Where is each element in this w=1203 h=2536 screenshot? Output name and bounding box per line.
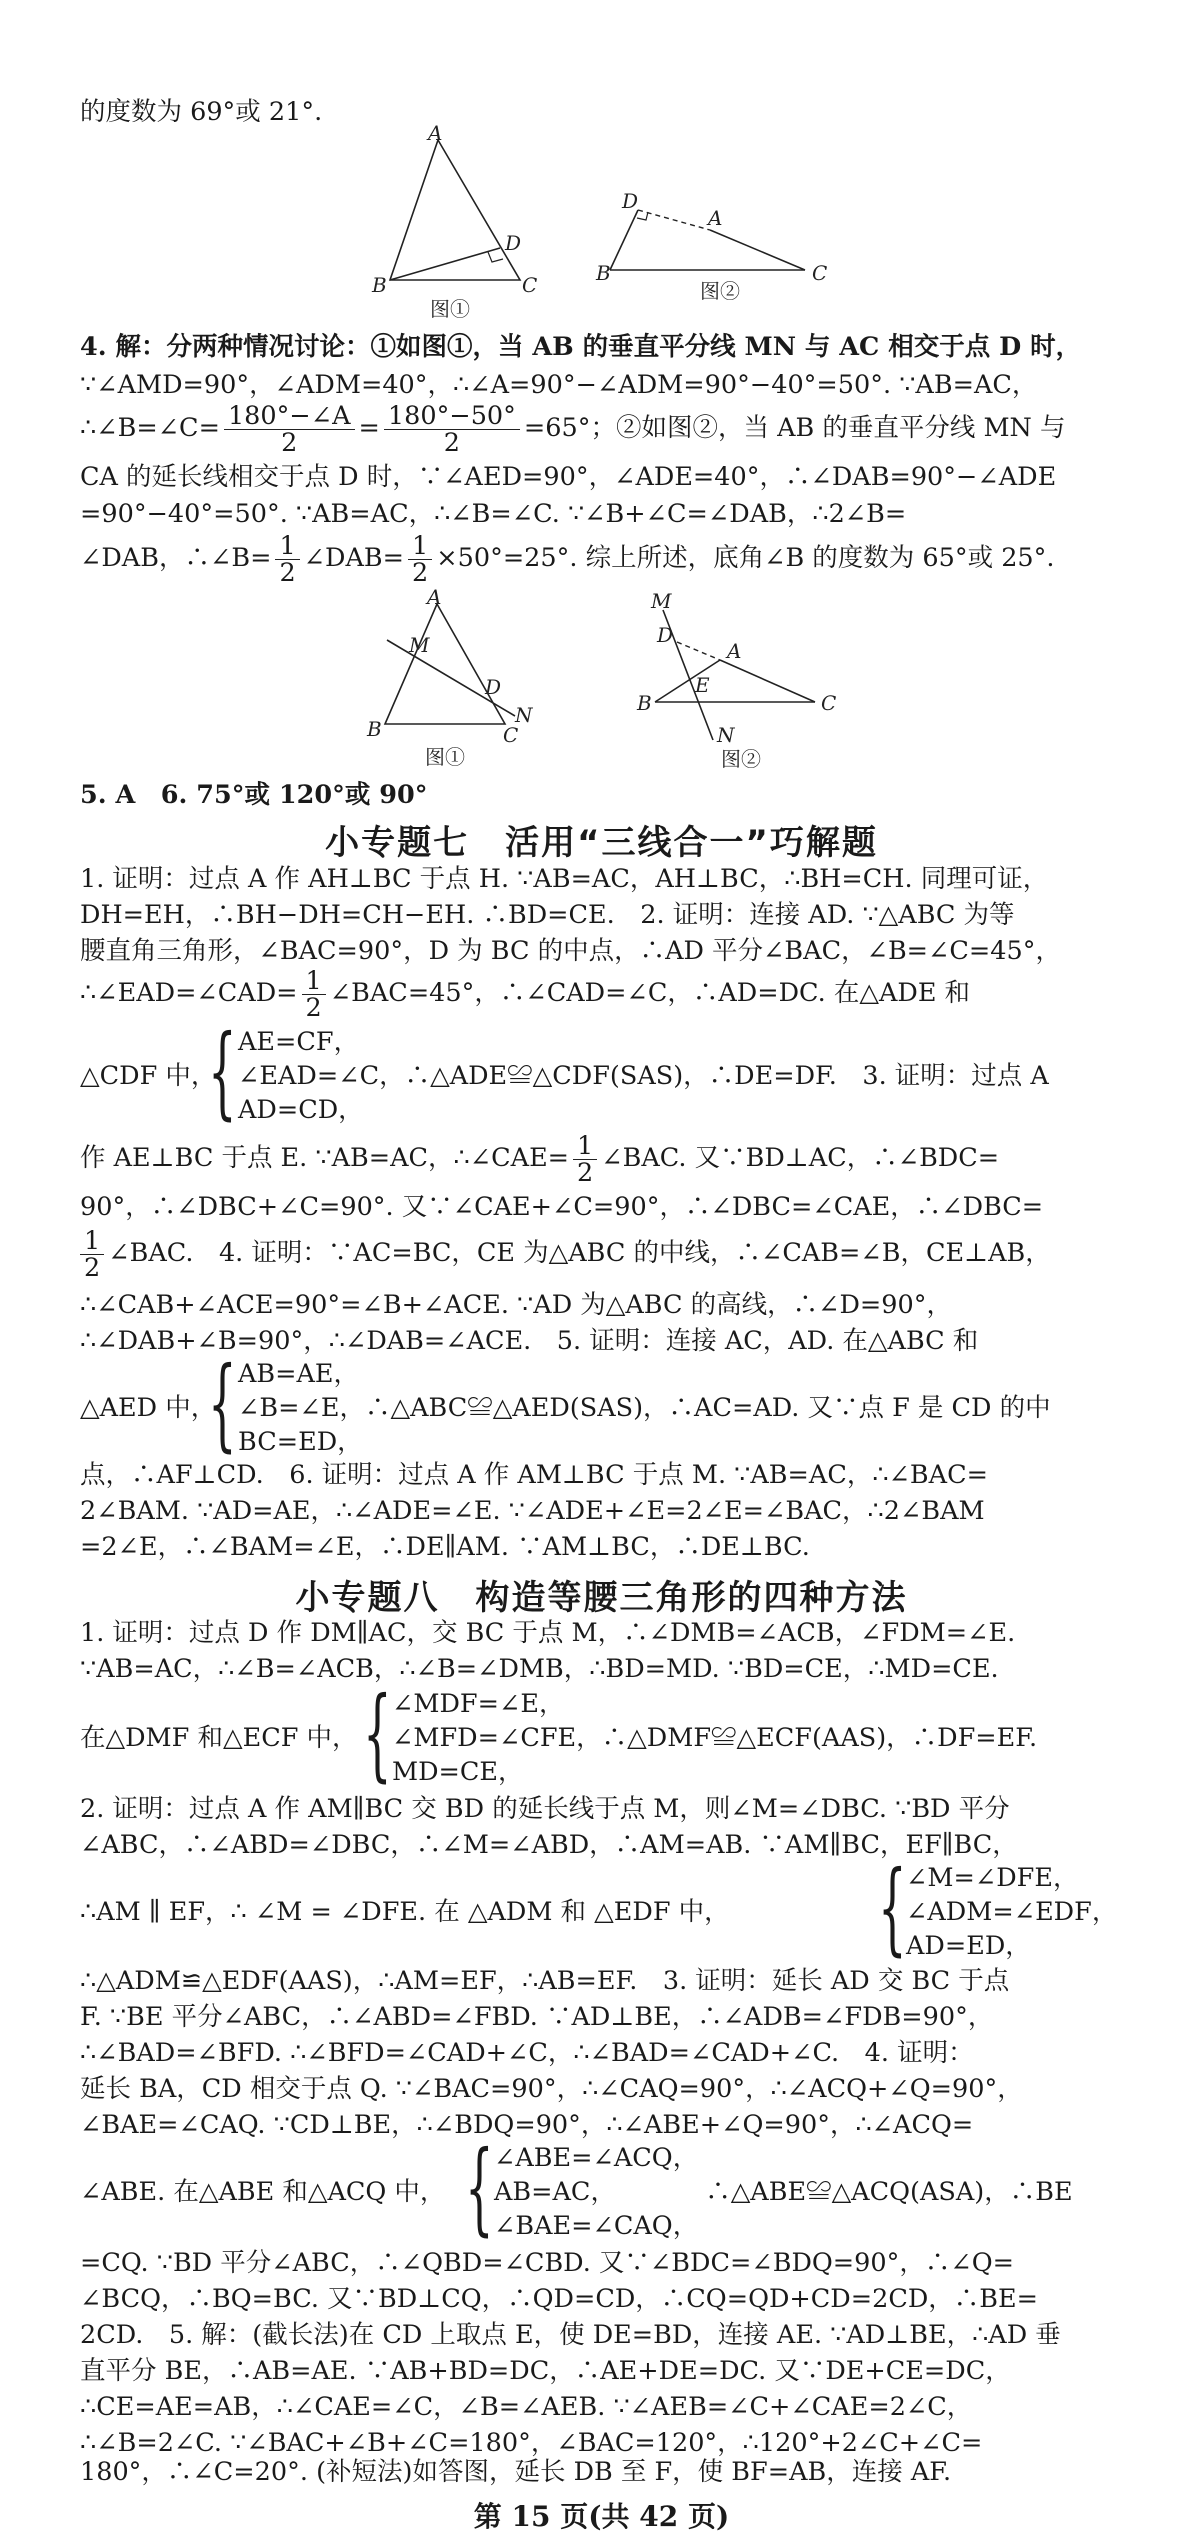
text-line: 作 AE⊥BC 于点 E. ∵AB=AC，∴∠CAE= $\frac{1}{2}$ ∠BAC. 又∵BD⊥AC，∴∠BDC= — [80, 1130, 1000, 1188]
label-b: B — [367, 717, 382, 741]
brace-row: AB=AC， ∴△ABE≌△ACQ(ASA)，∴BE — [494, 2177, 1073, 2207]
text-line: 延长 BA，CD 相交于点 Q. ∵∠BAC=90°，∴∠CAQ=90°，∴∠ACQ+∠Q=90°， — [80, 2074, 1023, 2104]
fraction: $\frac{1}{2}$ — [408, 533, 432, 586]
fraction: $\frac{180^\circ-\angle A}{2}$ — [224, 403, 355, 456]
label-d: D — [622, 189, 639, 213]
figure-caption: 图② — [700, 279, 740, 303]
figure-triangle-3 — [365, 585, 565, 777]
text-line: CA 的延长线相交于点 D 时，∵∠AED=90°，∠ADE=40°，∴∠DAB=90°−∠ADE — [80, 462, 1057, 492]
text-line: 点，∴AF⊥CD. 6. 证明：过点 A 作 AM⊥BC 于点 M. ∵AB=AC，∴∠BAC= — [80, 1460, 988, 1490]
text-line: 直平分 BE，∴AB=AE. ∵AB+BD=DC，∴AE+DE=DC. 又∵DE+CE=DC， — [80, 2356, 1011, 2386]
text-line: 90°，∴∠DBC+∠C=90°. 又∵∠CAE+∠C=90°，∴∠DBC=∠CAE，∴∠DBC= — [80, 1192, 1044, 1222]
text-line: 180°，∴∠C=20°. (补短法)如答图，延长 DB 至 F，使 BF=AB，连接 AF. — [80, 2457, 952, 2487]
label-d: D — [505, 231, 522, 255]
text-line: ∴∠B=2∠C. ∵∠BAC+∠B+∠C=180°，∠BAC=120°，∴120°+2∠C+∠C= — [80, 2428, 983, 2458]
text-line: 1. 证明：过点 A 作 AH⊥BC 于点 H. ∵AB=AC，AH⊥BC，∴BH=CH. 同理可证， — [80, 864, 1049, 894]
label-m: M — [409, 633, 430, 657]
text-line: 腰直角三角形，∠BAC=90°，D 为 BC 的中点，∴AD 平分∠BAC，∠B=∠C=45°， — [80, 936, 1061, 966]
brace-row: ∠ABE=∠ACQ， — [494, 2143, 699, 2173]
text-line: F. ∵BE 平分∠ABC，∴∠ABD=∠FBD. ∵AD⊥BE，∴∠ADB=∠FDB=90°， — [80, 2002, 994, 2032]
text-line: ∴∠BAD=∠BFD. ∴∠BFD=∠CAD+∠C，∴∠BAD=∠CAD+∠C. 4. 证明： — [80, 2038, 974, 2068]
label-a: A — [727, 639, 742, 663]
brace-row: AD=ED， — [906, 1931, 1031, 1961]
label-n: N — [515, 703, 533, 727]
brace-prefix: △AED 中， — [80, 1393, 217, 1423]
right-angle-mark — [637, 212, 648, 220]
text-line: =2∠E，∴∠BAM=∠E，∴DE∥AM. ∵AM⊥BC，∴DE⊥BC. — [80, 1532, 810, 1562]
label-c: C — [503, 723, 519, 747]
text-line: ∠ABC，∴∠ABD=∠DBC，∴∠M=∠ABD，∴AM=AB. ∵AM∥BC，EF∥BC， — [80, 1830, 1018, 1860]
text-line: $\frac{1}{2}$ ∠BAC. 4. 证明：∵AC=BC，CE 为△ABC 的中线，∴∠CAB=∠B，CE⊥AB， — [80, 1225, 1140, 1281]
brace-row: ∠B=∠E，∴△ABC≌△AED(SAS)，∴AC=AD. 又∵点 F 是 CD 的中 — [238, 1393, 1051, 1423]
label-m: M — [651, 589, 672, 613]
text-line: =90°−40°=50°. ∵AB=AC，∴∠B=∠C. ∵∠B+∠C=∠DAB，∴2∠B= — [80, 499, 907, 529]
label-d: D — [657, 623, 674, 647]
brace-prefix: ∠ABE. 在△ABE 和△ACQ 中， — [80, 2177, 446, 2207]
label-a: A — [428, 121, 443, 145]
brace-row: BC=ED， — [238, 1427, 363, 1457]
text-line: 的度数为 69°或 21°. — [80, 97, 323, 127]
text-line: 2CD. 5. 解：(截长法)在 CD 上取点 E，使 DE=BD，连接 AE. ∵AD⊥BE，∴AD 垂 — [80, 2320, 1061, 2350]
brace-row: AD=CD， — [238, 1095, 364, 1125]
brace-symbol: { — [878, 1849, 907, 1966]
figure-caption: 图② — [721, 747, 761, 771]
text-line: ∴∠CAB+∠ACE=90°=∠B+∠ACE. ∵AD 为△ABC 的高线，∴∠D=90°， — [80, 1290, 952, 1320]
fraction: $\frac{1}{2}$ — [573, 1133, 597, 1186]
brace-prefix: 在△DMF 和△ECF 中， — [80, 1723, 358, 1753]
label-c: C — [821, 691, 837, 715]
brace-row: ∠MDF=∠E， — [392, 1689, 565, 1719]
brace-system — [80, 1675, 1140, 1792]
brace-symbol: { — [208, 1345, 237, 1462]
figure-caption: 图① — [425, 745, 465, 769]
text-line: ∠BCQ，∴BQ=BC. 又∵BD⊥CQ，∴QD=CD，∴CQ=QD+CD=2CD，∴BE= — [80, 2284, 1039, 2314]
brace-row: ∠EAD=∠C，∴△ADE≌△CDF(SAS)，∴DE=DF. 3. 证明：过点 A — [238, 1061, 1049, 1091]
text-line: ∴CE=AE=AB，∴∠CAE=∠C，∠B=∠AEB. ∵∠AEB=∠C+∠CAE=2∠C， — [80, 2392, 973, 2422]
brace-row: ∠ADM=∠EDF， — [906, 1897, 1118, 1927]
brace-row: ∠BAE=∠CAQ， — [494, 2211, 699, 2241]
text-line: ∴∠DAB+∠B=90°，∴∠DAB=∠ACE. 5. 证明：连接 AC，AD. 在△ABC 和 — [80, 1326, 979, 1356]
text-line: ∴∠EAD=∠CAD= $\frac{1}{2}$ ∠BAC=45°，∴∠CAD=∠C，∴AD=DC. 在△ADE 和 — [80, 965, 971, 1023]
text-line: ∴△ADM≌△EDF(AAS)，∴AM=EF，∴AB=EF. 3. 证明：延长 AD 交 BC 于点 — [80, 1966, 1010, 1996]
text-line: ∵∠AMD=90°，∠ADM=40°，∴∠A=90°−∠ADM=90°−40°=50°. ∵AB=AC， — [80, 370, 1038, 400]
segment-da-dashed — [638, 210, 710, 230]
triangle-abc — [385, 604, 505, 724]
segment-da-dashed — [677, 642, 720, 660]
text-line: 1. 证明：过点 D 作 DM∥AC，交 BC 于点 M，∴∠DMB=∠ACB，∠FDM=∠E. — [80, 1618, 1016, 1648]
figure-caption: 图① — [430, 297, 470, 321]
text-line: =CQ. ∵BD 平分∠ABC，∴∠QBD=∠CBD. 又∵∠BDC=∠BDQ=90°，∴∠Q= — [80, 2248, 1015, 2278]
brace-system — [80, 1849, 1140, 1966]
label-c: C — [812, 261, 828, 285]
brace-row: AE=CF， — [238, 1027, 360, 1057]
segment-ba — [655, 660, 720, 702]
brace-system — [80, 1345, 1140, 1462]
brace-row: AB=AE， — [238, 1359, 360, 1389]
label-d: D — [485, 675, 502, 699]
label-c: C — [522, 273, 538, 297]
brace-row: ∠MFD=∠CFE，∴△DMF≌△ECF(AAS)，∴DF=EF. — [392, 1723, 1038, 1753]
figure-triangle-2 — [596, 189, 850, 303]
section-heading: 小专题八 构造等腰三角形的四种方法 — [295, 1578, 908, 1618]
text-line: 2. 证明：过点 A 作 AM∥BC 交 BD 的延长线于点 M，则∠M=∠DBC. ∵BD 平分 — [80, 1794, 1010, 1824]
brace-symbol: { — [208, 1013, 237, 1130]
text-line: ∴∠B=∠C= $\frac{180^\circ-\angle A}{2}$ = $\frac{180^\circ-50^\circ}{2}$ =65°；②如图②，当 AB 的垂直平分线 MN 与 — [80, 400, 1066, 458]
text-line: 4. 解：分两种情况讨论：①如图①，当 AB 的垂直平分线 MN 与 AC 相交于点 D 时， — [80, 332, 1082, 362]
text-line: 2∠BAM. ∵AD=AE，∴∠ADE=∠E. ∵∠ADE+∠E=2∠E=∠BAC，∴2∠BAM — [80, 1496, 985, 1526]
brace-prefix: ∴AM ∥ EF，∴ ∠M = ∠DFE. 在 △ADM 和 △EDF 中， — [80, 1897, 730, 1927]
label-n: N — [717, 723, 735, 747]
label-b: B — [637, 691, 652, 715]
segment-bd — [390, 248, 500, 280]
fraction: $\frac{1}{2}$ — [80, 1228, 104, 1281]
brace-system — [80, 1013, 1140, 1130]
triangle-abc — [390, 140, 520, 280]
label-b: B — [372, 273, 387, 297]
text-line: ∠BAE=∠CAQ. ∵CD⊥BE，∴∠BDQ=90°，∴∠ABE+∠Q=90°，∴∠ACQ= — [80, 2110, 974, 2140]
fraction: $\frac{1}{2}$ — [302, 968, 326, 1021]
brace-row: MD=CE， — [392, 1757, 524, 1787]
brace-row: ∠M=∠DFE， — [906, 1863, 1079, 1893]
figure-triangle-4 — [635, 589, 865, 777]
fraction: $\frac{180^\circ-50^\circ}{2}$ — [384, 403, 520, 456]
text-line: 5. A 6. 75°或 120°或 90° — [80, 780, 428, 810]
text-line: ∠DAB，∴∠B= $\frac{1}{2}$ ∠DAB= $\frac{1}{2}$ ×50°=25°. 综上所述，底角∠B 的度数为 65°或 25°. — [80, 530, 1055, 588]
text-line: ∵AB=AC，∴∠B=∠ACB，∴∠B=∠DMB，∴BD=MD. ∵BD=CE，∴MD=CE. — [80, 1654, 999, 1684]
brace-prefix: △CDF 中， — [80, 1061, 217, 1091]
label-a: A — [427, 585, 442, 609]
right-angle-mark — [488, 252, 503, 262]
brace-system — [80, 2129, 1140, 2246]
segment-ac — [720, 660, 815, 702]
brace-symbol: { — [363, 1675, 392, 1792]
figure-triangle-1 — [370, 121, 550, 321]
label-e: E — [695, 673, 710, 697]
section-heading: 小专题七 活用“三线合一”巧解题 — [325, 823, 878, 863]
segment-ac — [710, 230, 805, 270]
label-b: B — [596, 261, 611, 285]
fraction: $\frac{1}{2}$ — [275, 533, 299, 586]
brace-symbol: { — [465, 2129, 494, 2246]
label-a: A — [708, 206, 723, 230]
text-line: DH=EH，∴BH−DH=CH−EH. ∴BD=CE. 2. 证明：连接 AD. ∵△ABC 为等 — [80, 900, 1015, 930]
page-number-footer: 第 15 页(共 42 页) — [473, 2500, 730, 2533]
segment-bd — [610, 210, 638, 270]
